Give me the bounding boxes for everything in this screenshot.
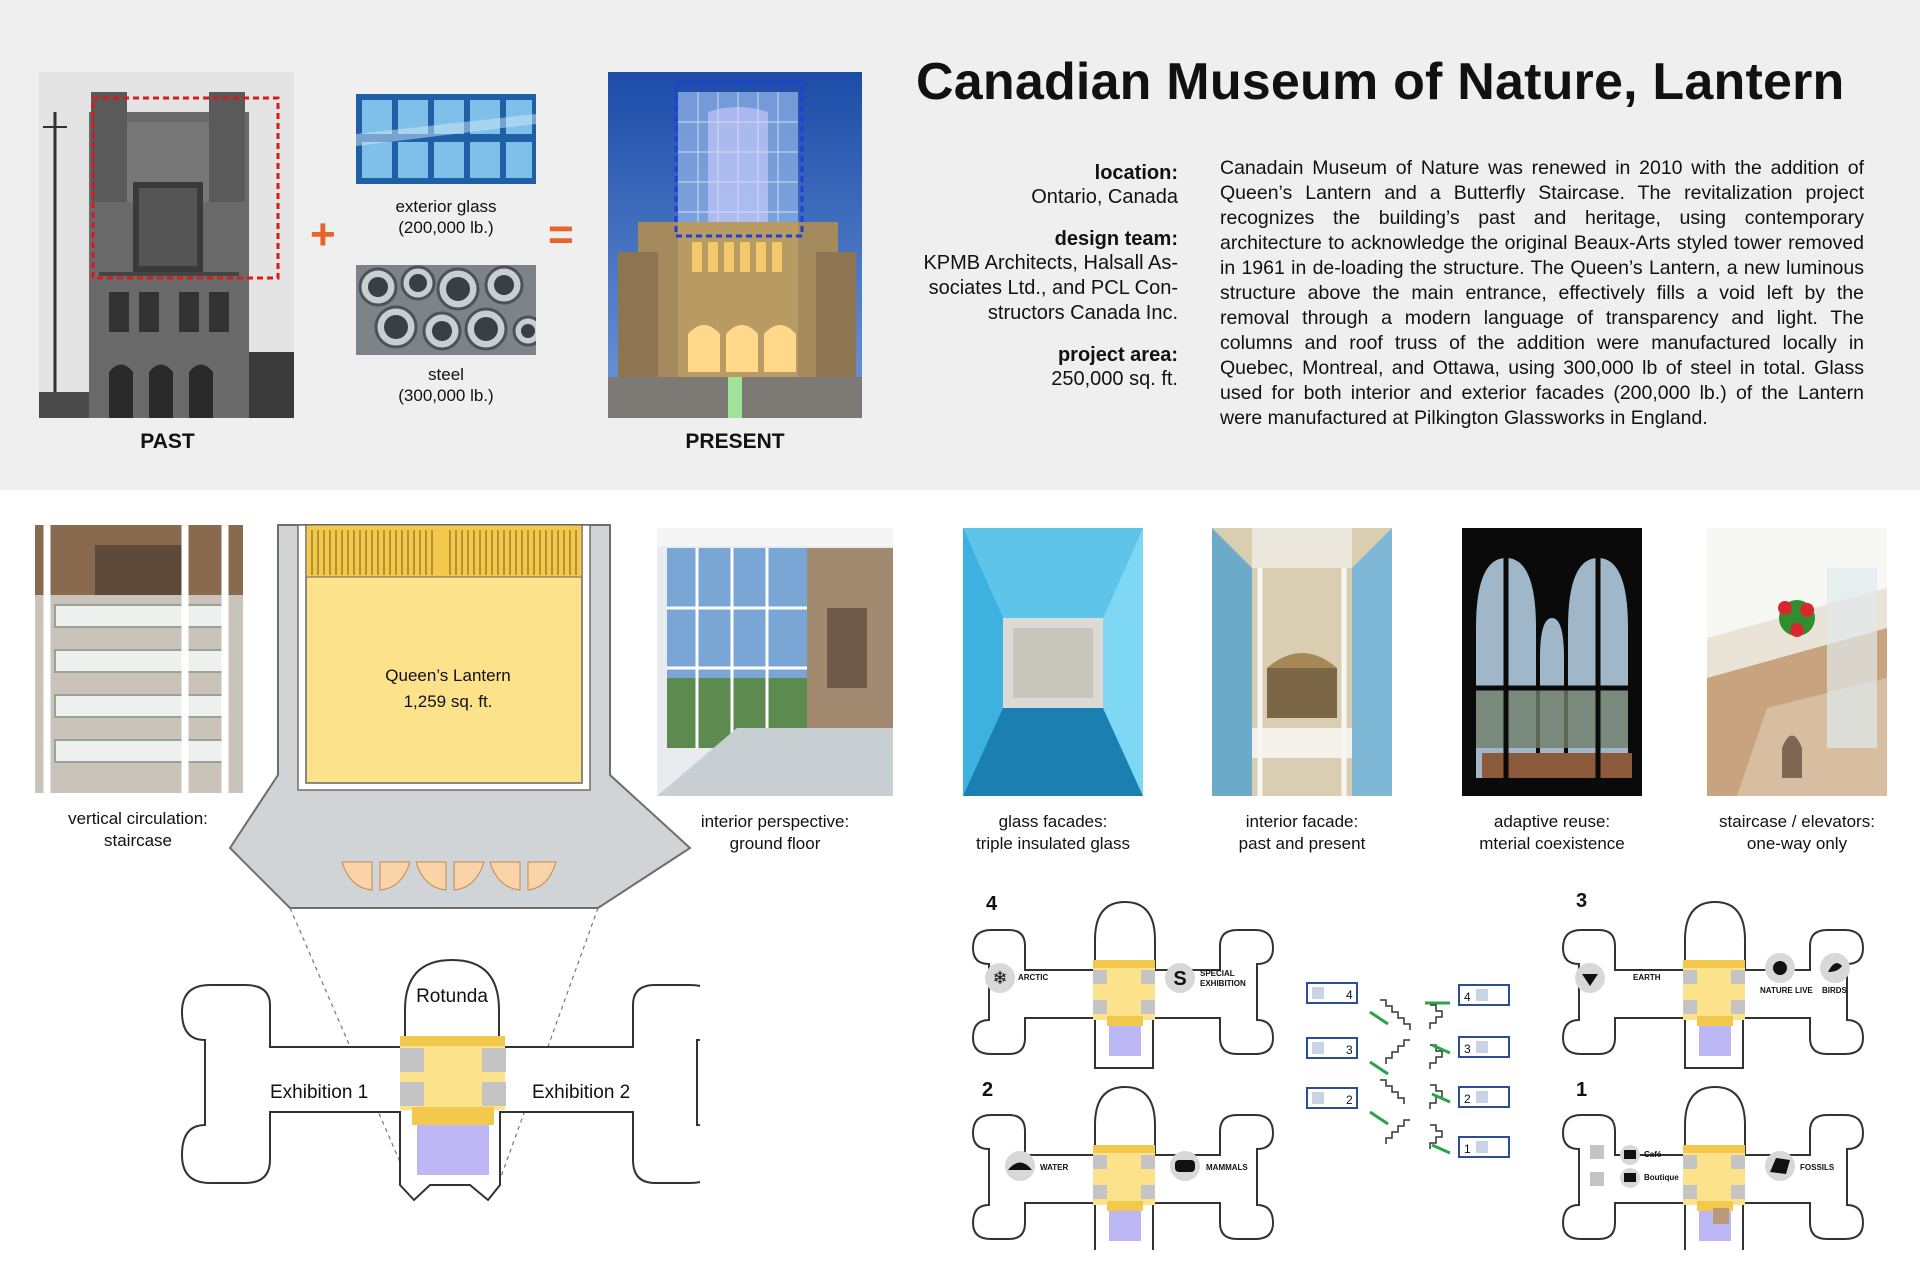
floor-4-arctic: ARCTIC (1018, 973, 1049, 982)
project-description: Canadain Museum of Nature was renewed in 2010 with the addition of Queen’s Lantern and a Butterfly Staircase. The revitalization project recognizes the building’s past and heritage, using contemporary architecture to acknowledge the original Beaux-Arts styled tower removed in 1961 in de-loading the structure. The Queen’s Lantern, a new luminous structure above the main entrance, effectively fills a void left by the removal through a modern language of transparency and light. The columns and roof truss of the addition were manufactured locally in Quebec, Montreal, and Ottawa, using 300,000 lb of steel in total. Glass used for both interior and exterior facades (200,000 lb.) of the Lantern were manufactured at Pilkington Glassworks in England. (1220, 157, 1864, 429)
equals-sign: = (548, 210, 574, 259)
past-photo (39, 72, 294, 418)
project-info (880, 162, 1178, 392)
design-team-line-1: KPMB Architects, Halsall As- (923, 252, 1178, 274)
floor-1-cafe: Café (1644, 1150, 1662, 1159)
photo-caption-interior-perspective: interior perspective: ground floor (700, 812, 850, 853)
svg-text:S: S (1173, 968, 1187, 990)
present-photo (608, 72, 862, 418)
floor-2-water: WATER (1040, 1163, 1069, 1172)
floor-2-mammals: MAMMALS (1206, 1163, 1248, 1172)
photo-caption-adaptive-reuse: adaptive reuse: mterial coexistence (1479, 812, 1625, 853)
floor-2-number: 2 (982, 1079, 994, 1101)
steel-photo (356, 265, 536, 355)
staircase-elevators-photo (1707, 528, 1887, 796)
adaptive-reuse-photo (1462, 528, 1642, 796)
plus-sign: + (310, 210, 336, 259)
stair-left-level-2: 2 (1346, 1093, 1353, 1107)
stair-right-level-1: 1 (1464, 1142, 1471, 1156)
location-label: location: (1094, 162, 1178, 184)
floor-1-boutique: Boutique (1644, 1173, 1679, 1182)
stair-left-level-4: 4 (1346, 988, 1353, 1002)
floor-4-number: 4 (986, 893, 998, 915)
glass-photo (356, 94, 536, 184)
design-team-line-3: structors Canada Inc. (987, 302, 1178, 324)
lantern-area: 1,259 sq. ft. (403, 692, 493, 711)
floor-1-number: 1 (1576, 1079, 1588, 1101)
photo-caption-glass-facades: glass facades: triple insulated glass (975, 812, 1131, 853)
photo-caption-interior-facade: interior facade: past and present (1238, 812, 1366, 853)
past-label: PAST (140, 430, 195, 453)
location-value: Ontario, Canada (1031, 186, 1178, 208)
photo-caption-staircase-elevators: staircase / elevators: one-way only (1719, 812, 1875, 853)
floor-3-birds: BIRDS (1822, 986, 1847, 995)
exhibition-2-label: Exhibition 2 (532, 1082, 631, 1103)
rotunda-label: Rotunda (416, 986, 488, 1007)
photo-caption-staircase: vertical circulation: staircase (68, 809, 208, 850)
interior-facade-photo (1212, 528, 1392, 796)
floor-1-fossils: FOSSILS (1800, 1163, 1835, 1172)
svg-text:❄: ❄ (992, 968, 1008, 988)
floor-3-earth: EARTH (1633, 973, 1661, 982)
floor-3-nature-live: NATURE LIVE (1760, 986, 1813, 995)
floor-4-special: SPECIAL (1200, 969, 1235, 978)
project-area-label: project area: (1057, 344, 1178, 366)
stair-left-level-3: 3 (1346, 1043, 1353, 1057)
lantern-name: Queen’s Lantern (385, 666, 511, 685)
present-label: PRESENT (685, 430, 785, 453)
exhibition-1-label: Exhibition 1 (270, 1082, 369, 1103)
stair-right-level-2: 2 (1464, 1092, 1471, 1106)
design-team-line-2: sociates Ltd., and PCL Con- (928, 277, 1178, 299)
lantern-plan (0, 500, 700, 1240)
glass-caption: exterior glass (200,000 lb.) (395, 197, 497, 237)
floor-3-number: 3 (1576, 890, 1588, 912)
project-area-value: 250,000 sq. ft. (1051, 368, 1178, 390)
stair-right-level-4: 4 (1464, 990, 1471, 1004)
steel-caption: steel (300,000 lb.) (398, 365, 494, 405)
glass-facades-photo (963, 528, 1143, 796)
design-team-label: design team: (1054, 228, 1178, 250)
page-title: Canadian Museum of Nature, Lantern (916, 53, 1845, 111)
floor-plans (950, 880, 1890, 1250)
stair-right-level-3: 3 (1464, 1042, 1471, 1056)
floor-4-exhibition: EXHIBITION (1200, 979, 1246, 988)
